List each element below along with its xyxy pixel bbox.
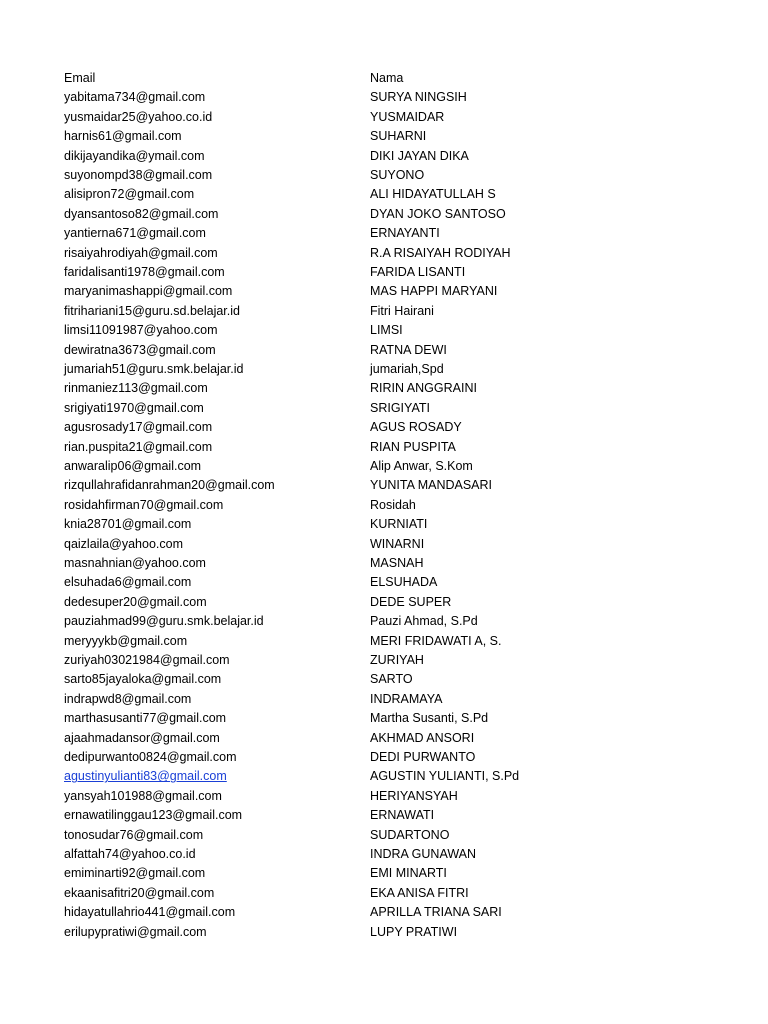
table-row	[0, 845, 768, 864]
name-cell: MASNAH	[370, 556, 424, 570]
name-cell: YUSMAIDAR	[370, 109, 445, 124]
table-row	[0, 321, 768, 340]
table-row	[0, 535, 768, 554]
name-cell: RATNA DEWI	[370, 342, 447, 357]
name-cell: ALI HIDAYATULLAH S	[370, 187, 496, 202]
name-cell: SARTO	[370, 672, 413, 687]
table-row	[0, 826, 768, 845]
name-cell: SRIGIYATI	[370, 400, 430, 415]
email-cell: yusmaidar25@yahoo.co.id	[64, 109, 213, 124]
name-cell: AGUS ROSADY	[370, 420, 462, 435]
email-cell: marthasusanti77@gmail.com	[64, 711, 227, 726]
email-cell: anwaralip06@gmail.com	[64, 459, 202, 473]
email-cell: masnahnian@yahoo.com	[64, 556, 206, 570]
email-cell: hidayatullahrio441@gmail.com	[64, 905, 236, 920]
name-cell: AKHMAD ANSORI	[370, 730, 475, 745]
name-cell: WINARNI	[370, 536, 425, 551]
email-cell: meryyykb@gmail.com	[64, 633, 188, 648]
email-cell: faridalisanti1978@gmail.com	[64, 265, 225, 279]
email-cell: alisipron72@gmail.com	[64, 187, 195, 202]
table-row	[0, 185, 768, 204]
table-row	[0, 787, 768, 806]
email-cell: ekaanisafitri20@gmail.com	[64, 885, 215, 900]
name-cell: Alip Anwar, S.Kom	[370, 459, 473, 473]
table-row	[0, 457, 768, 476]
email-cell: rian.puspita21@gmail.com	[64, 439, 213, 454]
table-row	[0, 612, 768, 631]
name-cell: ERNAWATI	[370, 808, 435, 823]
name-cell: RIRIN ANGGRAINI	[370, 381, 477, 396]
email-cell: yabitama734@gmail.com	[64, 90, 206, 105]
name-cell: ERNAYANTI	[370, 226, 440, 241]
name-cell: SUYONO	[370, 168, 425, 182]
name-cell: DEDE SUPER	[370, 594, 452, 609]
table-row	[0, 147, 768, 166]
email-cell: dikijayandika@ymail.com	[64, 148, 205, 163]
email-cell: dyansantoso82@gmail.com	[64, 206, 219, 221]
email-link[interactable]: agustinyulianti83@gmail.com	[64, 769, 227, 784]
email-cell: emiminarti92@gmail.com	[64, 866, 206, 881]
name-cell: EKA ANISA FITRI	[370, 885, 469, 900]
email-cell: ajaahmadansor@gmail.com	[64, 730, 220, 745]
table-row	[0, 515, 768, 534]
table-row	[0, 496, 768, 515]
name-cell: Rosidah	[370, 497, 416, 512]
name-cell: HERIYANSYAH	[370, 788, 458, 803]
table-row	[0, 729, 768, 748]
table-row	[0, 379, 768, 398]
name-cell: DEDI PURWANTO	[370, 750, 476, 764]
table-row	[0, 418, 768, 437]
table-row	[0, 593, 768, 612]
table-row	[0, 573, 768, 592]
email-cell: elsuhada6@gmail.com	[64, 575, 192, 590]
name-cell: APRILLA TRIANA SARI	[370, 905, 502, 920]
table-row	[0, 884, 768, 903]
name-column-header: Nama	[370, 71, 404, 85]
table-row	[0, 903, 768, 922]
email-cell: tonosudar76@gmail.com	[64, 827, 204, 842]
email-cell: dewiratna3673@gmail.com	[64, 342, 216, 357]
table-row	[0, 438, 768, 457]
table-row	[0, 108, 768, 127]
email-cell: yansyah101988@gmail.com	[64, 788, 222, 803]
name-cell: Martha Susanti, S.Pd	[370, 711, 489, 726]
email-cell: rinmaniez113@gmail.com	[64, 381, 208, 396]
name-cell: YUNITA MANDASARI	[370, 478, 493, 493]
name-cell: LUPY PRATIWI	[370, 924, 458, 939]
name-cell: Fitri Hairani	[370, 303, 434, 318]
email-cell: dedesuper20@gmail.com	[64, 594, 207, 609]
email-cell: limsi11091987@yahoo.com	[64, 323, 218, 338]
email-cell: risaiyahrodiyah@gmail.com	[64, 245, 218, 260]
table-row	[0, 748, 768, 767]
name-cell: R.A RISAIYAH RODIYAH	[370, 245, 511, 260]
name-cell: ZURIYAH	[370, 653, 424, 667]
email-cell: zuriyah03021984@gmail.com	[64, 653, 230, 667]
table-row	[0, 263, 768, 282]
name-cell: SUHARNI	[370, 129, 427, 144]
name-cell: FARIDA LISANTI	[370, 265, 466, 279]
name-cell: jumariah,Spd	[370, 362, 444, 376]
table-row	[0, 806, 768, 825]
table-row	[0, 767, 768, 786]
table-row	[0, 476, 768, 495]
email-cell: suyonompd38@gmail.com	[64, 168, 213, 182]
name-cell: DIKI JAYAN DIKA	[370, 148, 469, 163]
email-cell: erilupypratiwi@gmail.com	[64, 924, 207, 939]
header-row	[0, 69, 768, 88]
name-cell: Pauzi Ahmad, S.Pd	[370, 614, 478, 629]
name-cell: ELSUHADA	[370, 575, 438, 590]
email-column-header: Email	[64, 71, 96, 85]
name-cell: SURYA NINGSIH	[370, 90, 467, 105]
table-row	[0, 923, 768, 942]
email-cell: qaizlaila@yahoo.com	[64, 536, 184, 551]
table-row	[0, 651, 768, 670]
email-cell: alfattah74@yahoo.co.id	[64, 847, 196, 861]
name-cell: EMI MINARTI	[370, 866, 447, 881]
table-row	[0, 399, 768, 418]
name-cell: SUDARTONO	[370, 827, 450, 842]
email-cell: yantierna671@gmail.com	[64, 226, 206, 241]
table-row	[0, 166, 768, 185]
email-cell: dedipurwanto0824@gmail.com	[64, 750, 237, 764]
name-cell: INDRA GUNAWAN	[370, 847, 477, 861]
email-cell: rizqullahrafidanrahman20@gmail.com	[64, 478, 275, 493]
email-cell: rosidahfirman70@gmail.com	[64, 497, 224, 512]
table-row	[0, 127, 768, 146]
table-row	[0, 864, 768, 883]
email-cell: sarto85jayaloka@gmail.com	[64, 672, 222, 687]
name-cell: RIAN PUSPITA	[370, 439, 456, 454]
email-cell: knia28701@gmail.com	[64, 517, 192, 532]
email-cell: srigiyati1970@gmail.com	[64, 400, 204, 415]
name-cell: LIMSI	[370, 323, 403, 338]
name-cell: AGUSTIN YULIANTI, S.Pd	[370, 769, 520, 784]
name-cell: KURNIATI	[370, 517, 428, 532]
table-row	[0, 360, 768, 379]
name-cell: MAS HAPPI MARYANI	[370, 284, 498, 299]
table-row	[0, 670, 768, 689]
email-cell: jumariah51@guru.smk.belajar.id	[64, 362, 244, 376]
table-row	[0, 244, 768, 263]
name-cell: MERI FRIDAWATI A, S.	[370, 633, 502, 648]
table-row	[0, 554, 768, 573]
table-row	[0, 690, 768, 709]
table-row	[0, 341, 768, 360]
email-cell: pauziahmad99@guru.smk.belajar.id	[64, 614, 264, 629]
email-cell: agusrosady17@gmail.com	[64, 420, 213, 435]
email-cell: harnis61@gmail.com	[64, 129, 182, 144]
table-row	[0, 302, 768, 321]
table-row	[0, 88, 768, 107]
table-row	[0, 224, 768, 243]
email-cell: indrapwd8@gmail.com	[64, 691, 192, 706]
table-row	[0, 282, 768, 301]
name-cell: INDRAMAYA	[370, 691, 443, 706]
email-cell: ernawatilinggau123@gmail.com	[64, 808, 243, 823]
table-row	[0, 709, 768, 728]
email-cell: fitrihariani15@guru.sd.belajar.id	[64, 303, 240, 318]
name-cell: DYAN JOKO SANTOSO	[370, 206, 506, 221]
email-cell: maryanimashappi@gmail.com	[64, 284, 233, 299]
table-row	[0, 632, 768, 651]
table-row	[0, 205, 768, 224]
